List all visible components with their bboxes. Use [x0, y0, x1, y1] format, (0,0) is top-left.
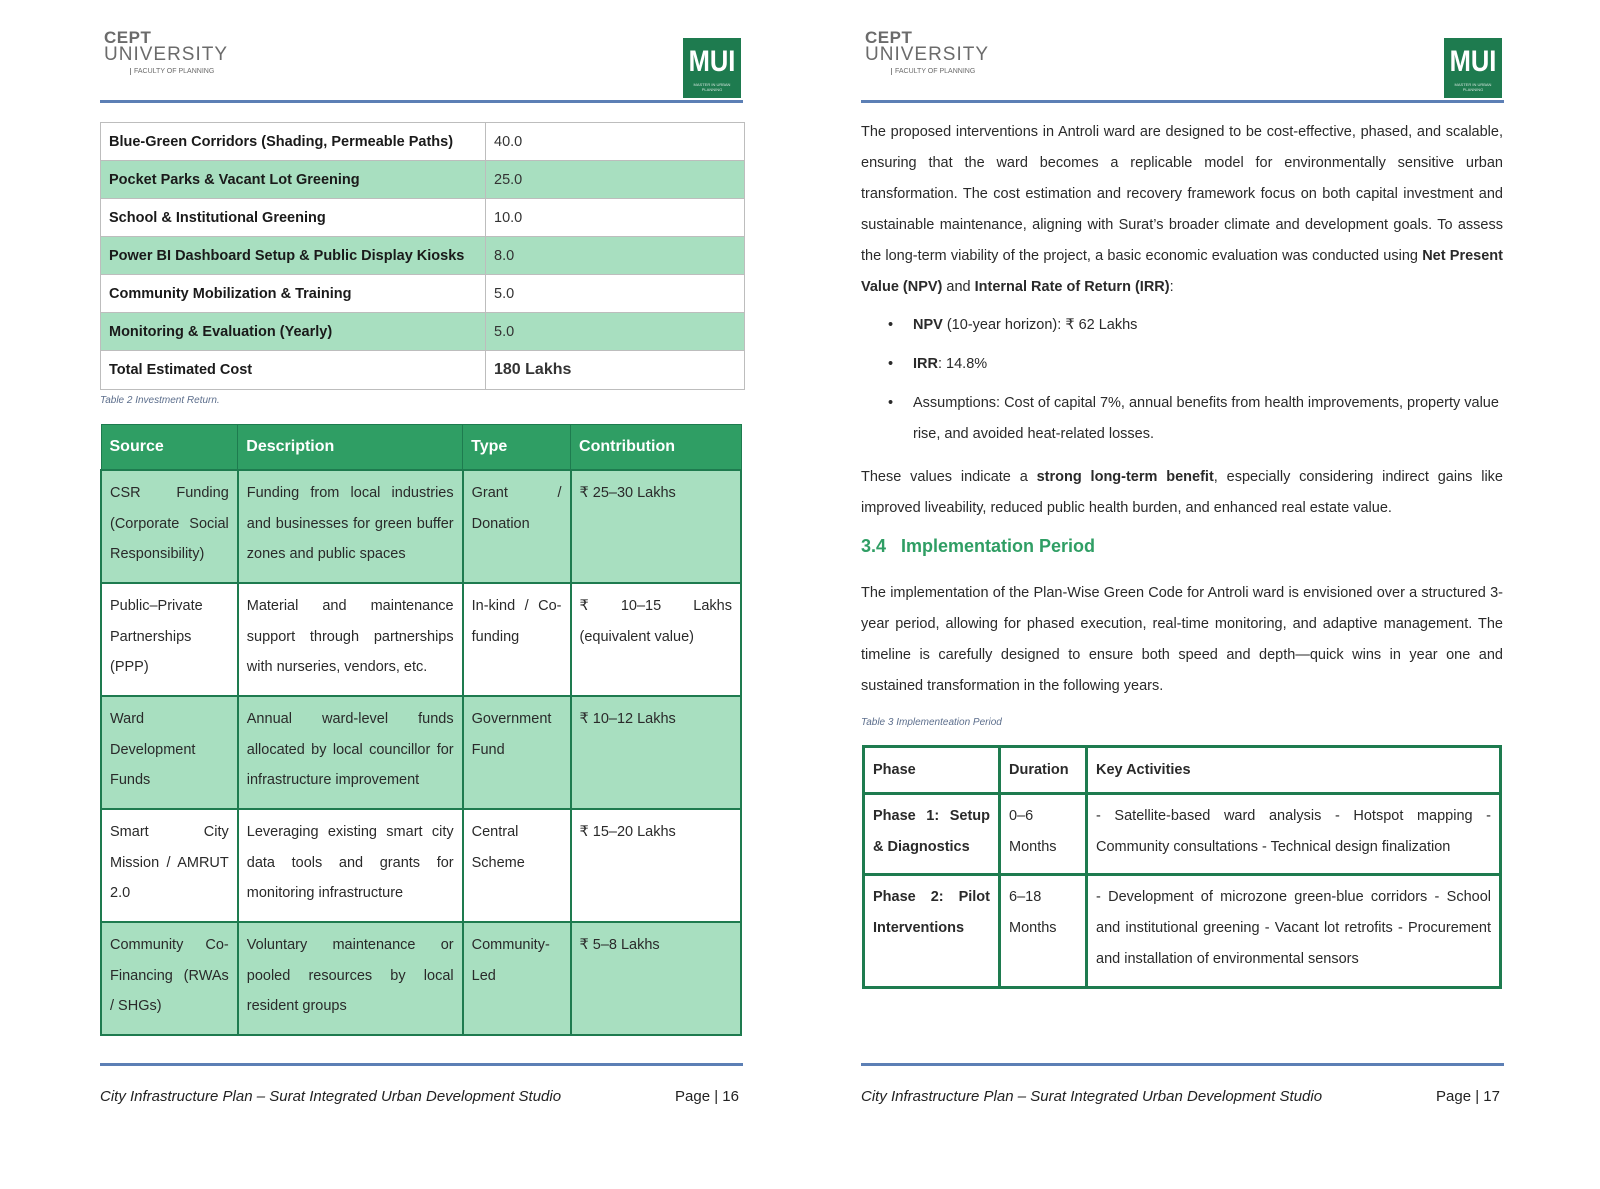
section-heading: 3.4 Implementation Period — [861, 536, 1096, 556]
table-row: Community Mobilization & Training 5.0 — [101, 275, 745, 313]
phase-table — [862, 745, 1502, 989]
table-caption: Table 2 Investment Return. — [100, 395, 220, 406]
table-row: Community Co-Financing (RWAs / SHGs) Voluntary maintenance or pooled resources by local resident groups Community-Led ₹ 5–8 Lakhs — [101, 922, 741, 1035]
column-header: Type — [463, 425, 571, 471]
column-header: Description — [238, 425, 463, 471]
footer-title: City Infrastructure Plan – Surat Integrated Urban Development Studio — [100, 1088, 562, 1105]
benefit-paragraph: These values indicate a strong long-term benefit, especially considering indirect gains like improved liveability, reduced public health burden, and enhanced real estate value. — [861, 469, 1503, 516]
mui-logo: MUI MASTER IN URBAN PLANNING — [683, 38, 741, 98]
table-row: Phase 1: Setup & Diagnostics 0–6 Months - Satellite-based ward analysis - Hotspot mapping - Community consultations - Technical design finalization — [864, 794, 1501, 875]
table-row: CSR Funding (Corporate Social Responsibility) Funding from local industries and businesses for green buffer zones and public spaces Grant / Donation ₹ 25–30 Lakhs — [101, 470, 741, 583]
column-header: Phase — [864, 747, 1000, 794]
cost-table — [100, 122, 745, 390]
column-header: Key Activities — [1087, 747, 1501, 794]
footer-rule — [100, 1063, 743, 1066]
implementation-paragraph: The implementation of the Plan-Wise Green Code for Antroli ward is envisioned over a structured 3-year period, allowing for phased execution, real-time monitoring, and adaptive management. The timeline is carefully designed to ensure both speed and depth—quick wins in year one and sustained transformation in the following years. — [861, 585, 1503, 694]
column-header: Duration — [1000, 747, 1087, 794]
table-caption: Table 3 Implementeation Period — [861, 717, 1002, 728]
list-item: • Assumptions: Cost of capital 7%, annual benefits from health improvements, property value rise, and avoided heat-related losses. — [861, 388, 1503, 450]
table-row: School & Institutional Greening 10.0 — [101, 199, 745, 237]
table-row: Pocket Parks & Vacant Lot Greening 25.0 — [101, 161, 745, 199]
list-item: • NPV (10-year horizon): ₹ 62 Lakhs — [861, 310, 1503, 341]
bullet-icon: • — [888, 356, 894, 372]
list-item: • IRR: 14.8% — [861, 349, 1503, 380]
funding-table — [100, 424, 742, 1036]
table-row: Power BI Dashboard Setup & Public Display Kiosks 8.0 — [101, 237, 745, 275]
page-number: Page | 17 — [1436, 1088, 1500, 1105]
table-row: Ward Development Funds Annual ward-level funds allocated by local councillor for infrastructure improvement Government Fund ₹ 10–12 Lakhs — [101, 696, 741, 809]
column-header: Source — [101, 425, 238, 471]
footer-title: City Infrastructure Plan – Surat Integrated Urban Development Studio — [861, 1088, 1323, 1105]
bullet-icon: • — [888, 317, 894, 333]
bullet-icon: • — [888, 395, 894, 411]
table-row: Phase 2: Pilot Interventions 6–18 Months - Development of microzone green-blue corridors - School and institutional greening - Vacant lot retrofits - Procurement and installation of environmental sensors — [864, 875, 1501, 988]
cept-university-logo: CEPT UNIVERSITY FACULTY OF PLANNING — [865, 28, 990, 75]
mui-logo: MUI MASTER IN URBAN PLANNING — [1444, 38, 1502, 98]
metrics-list — [861, 310, 1503, 458]
table-row: Public–Private Partnerships (PPP) Material and maintenance support through partnerships with nurseries, vendors, etc. In-kind / Co-funding ₹ 10–15 Lakhs (equivalent value) — [101, 583, 741, 696]
total-row: Total Estimated Cost 180 Lakhs — [101, 351, 745, 390]
page-number: Page | 16 — [675, 1088, 739, 1105]
footer-rule — [861, 1063, 1504, 1066]
table-row: Blue-Green Corridors (Shading, Permeable Paths) 40.0 — [101, 123, 745, 161]
table-header-row — [101, 425, 741, 471]
page-17 — [800, 0, 1600, 1189]
header-rule — [861, 100, 1504, 103]
cept-university-logo: CEPT UNIVERSITY FACULTY OF PLANNING — [104, 28, 229, 75]
table-row: Monitoring & Evaluation (Yearly) 5.0 — [101, 313, 745, 351]
table-header-row — [864, 747, 1501, 794]
column-header: Contribution — [571, 425, 741, 471]
table-row: Smart City Mission / AMRUT 2.0 Leveraging existing smart city data tools and grants for monitoring infrastructure Central Scheme ₹ 15–20 Lakhs — [101, 809, 741, 922]
intro-paragraph: The proposed interventions in Antroli ward are designed to be cost-effective, phased, and scalable, ensuring that the ward becomes a replicable model for environmentally sensitive urban transformation. The cost estimation and recovery framework focus on both capital investment and sustainable maintenance, aligning with Surat’s broader climate and development goals. To assess the long-term viability of the project, a basic economic evaluation was conducted using Net Present Value (NPV) and Internal Rate of Return (IRR): — [861, 124, 1503, 295]
header-rule — [100, 100, 743, 103]
